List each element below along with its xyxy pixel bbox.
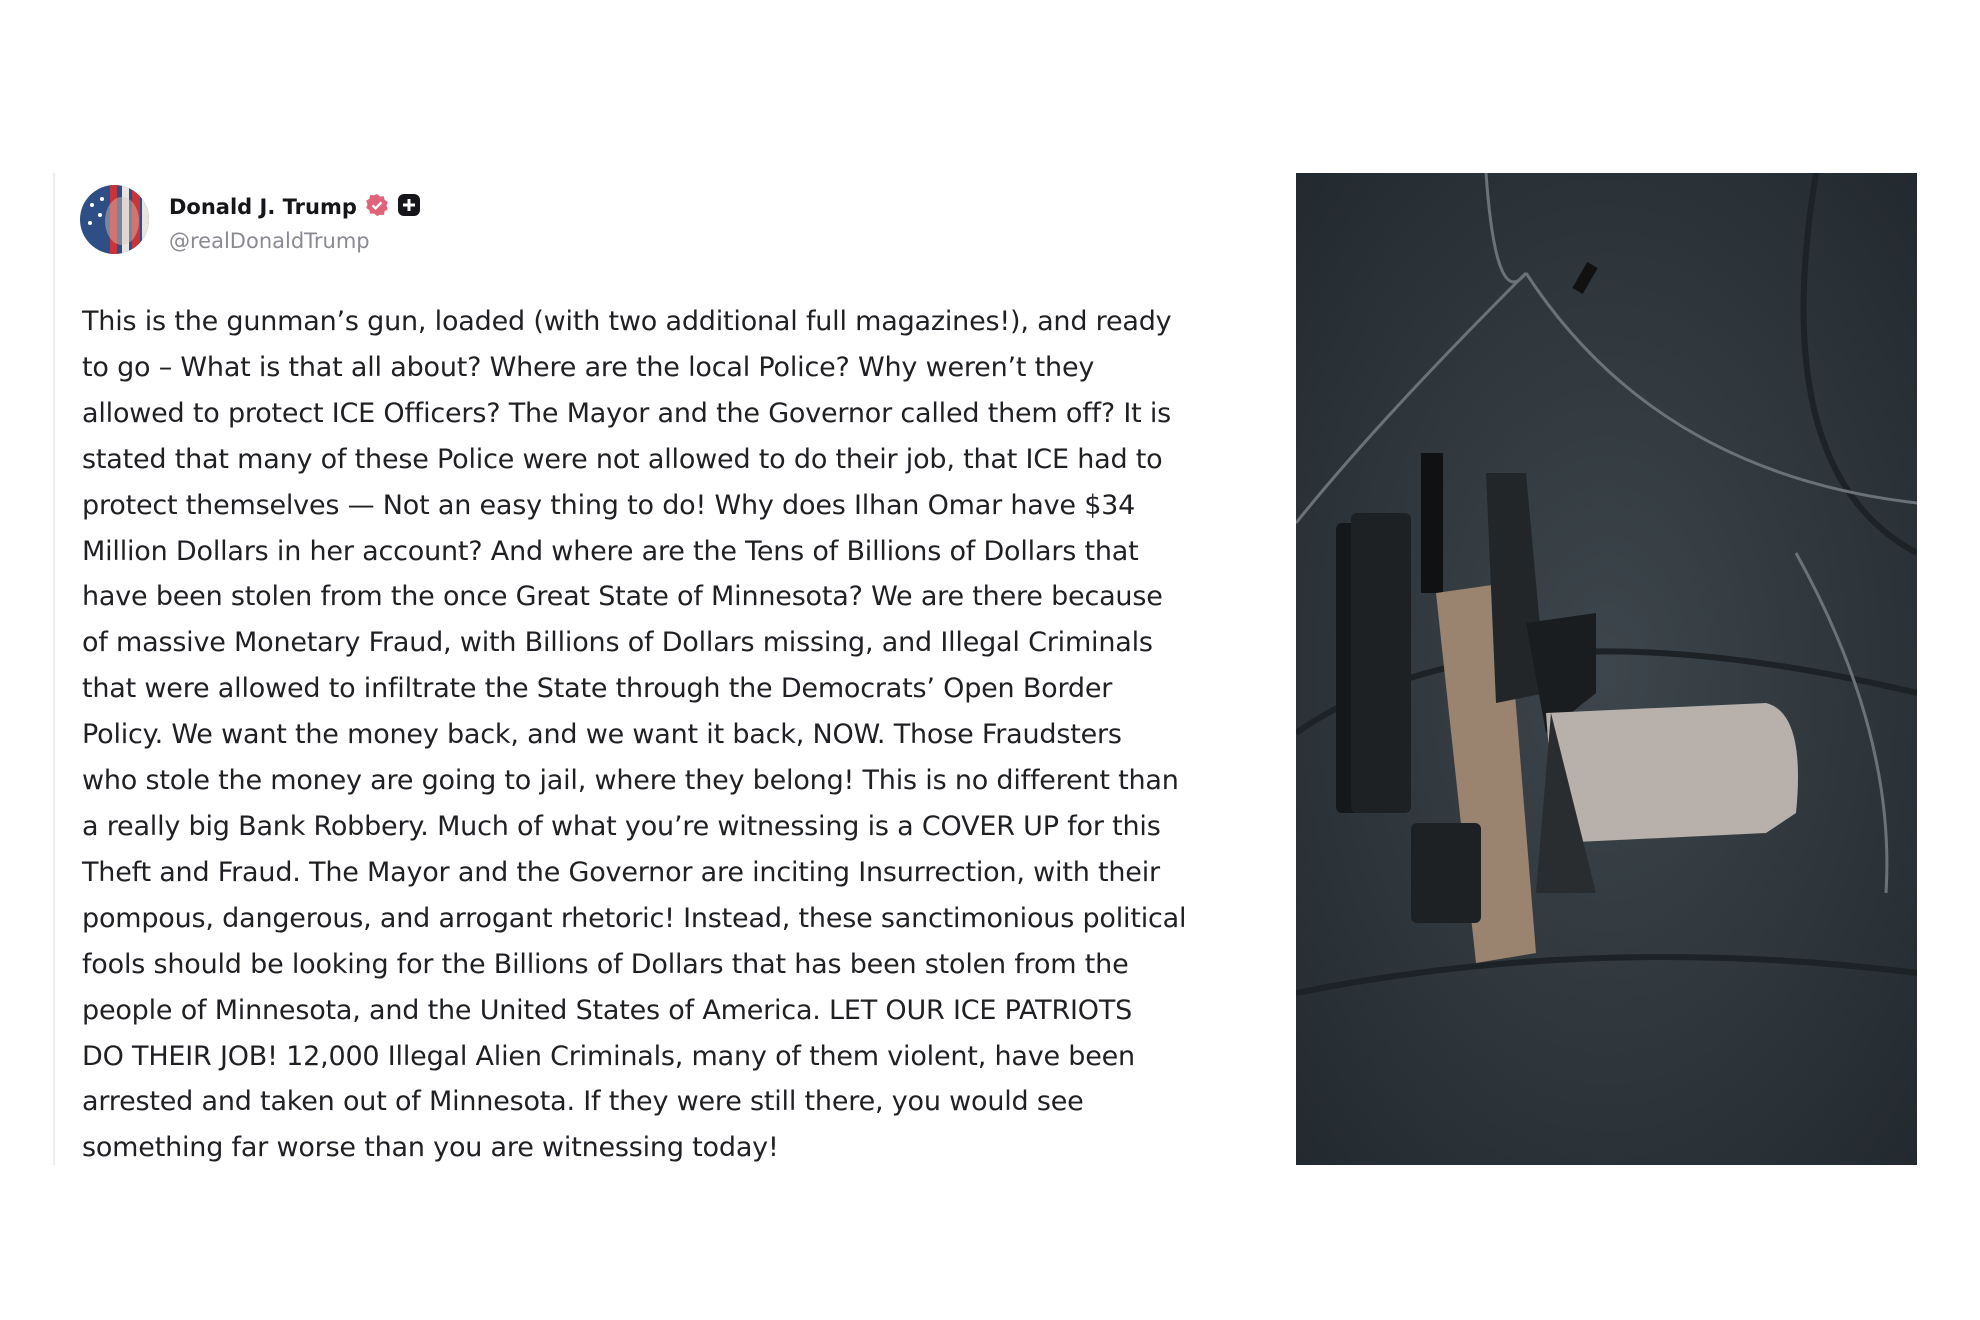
body-line: fools should be looking for the Billions of Dollars that has been stolen from the xyxy=(82,948,1129,980)
post-card xyxy=(53,173,1255,1165)
post-image[interactable] xyxy=(1296,173,1917,1165)
body-line: Policy. We want the money back, and we want it back, NOW. Those Fraudsters xyxy=(82,719,1122,751)
body-line: This is the gunman’s gun, loaded (with two additional full magazines!), and ready xyxy=(82,306,1172,337)
body-line: to go – What is that all about? Where are the local Police? Why weren’t they xyxy=(82,351,1095,383)
verified-badge-icon xyxy=(365,193,389,221)
body-line: Million Dollars in her account? And where are the Tens of Billions of Dollars that xyxy=(82,535,1139,567)
body-line: arrested and taken out of Minnesota. If they were still there, you would see xyxy=(82,1086,1084,1118)
body-line: of massive Monetary Fraud, with Billions of Dollars missing, and Illegal Criminals xyxy=(82,627,1153,659)
post-body xyxy=(82,299,1186,1171)
body-line: allowed to protect ICE Officers? The Mayor and the Governor called them off? It is xyxy=(82,397,1172,429)
body-line: something far worse than you are witnessing today! xyxy=(82,1132,779,1164)
body-line: that were allowed to infiltrate the State through the Democrats’ Open Border xyxy=(82,673,1113,705)
author-name[interactable]: Donald J. Trump xyxy=(169,195,357,219)
body-line: who stole the money are going to jail, where they belong! This is no different than xyxy=(82,765,1179,797)
body-line: pompous, dangerous, and arrogant rhetoric! Instead, these sanctimonious political xyxy=(82,902,1187,934)
body-line: have been stolen from the once Great State of Minnesota? We are there because xyxy=(82,581,1163,613)
body-line: stated that many of these Police were not allowed to do their job, that ICE had to xyxy=(82,443,1163,475)
body-line: a really big Bank Robbery. Much of what you’re witnessing is a COVER UP for this xyxy=(82,810,1161,842)
avatar[interactable] xyxy=(80,185,149,254)
body-line: DO THEIR JOB! 12,000 Illegal Alien Criminals, many of them violent, have been xyxy=(82,1040,1135,1072)
body-line: Theft and Fraud. The Mayor and the Governor are inciting Insurrection, with their xyxy=(82,856,1160,888)
body-line: people of Minnesota, and the United States of America. LET OUR ICE PATRIOTS xyxy=(82,994,1133,1026)
plus-badge-icon xyxy=(397,193,421,221)
author-handle[interactable]: @realDonaldTrump xyxy=(169,229,370,253)
body-line: protect themselves — Not an easy thing to do! Why does Ilhan Omar have $34 xyxy=(82,489,1136,521)
